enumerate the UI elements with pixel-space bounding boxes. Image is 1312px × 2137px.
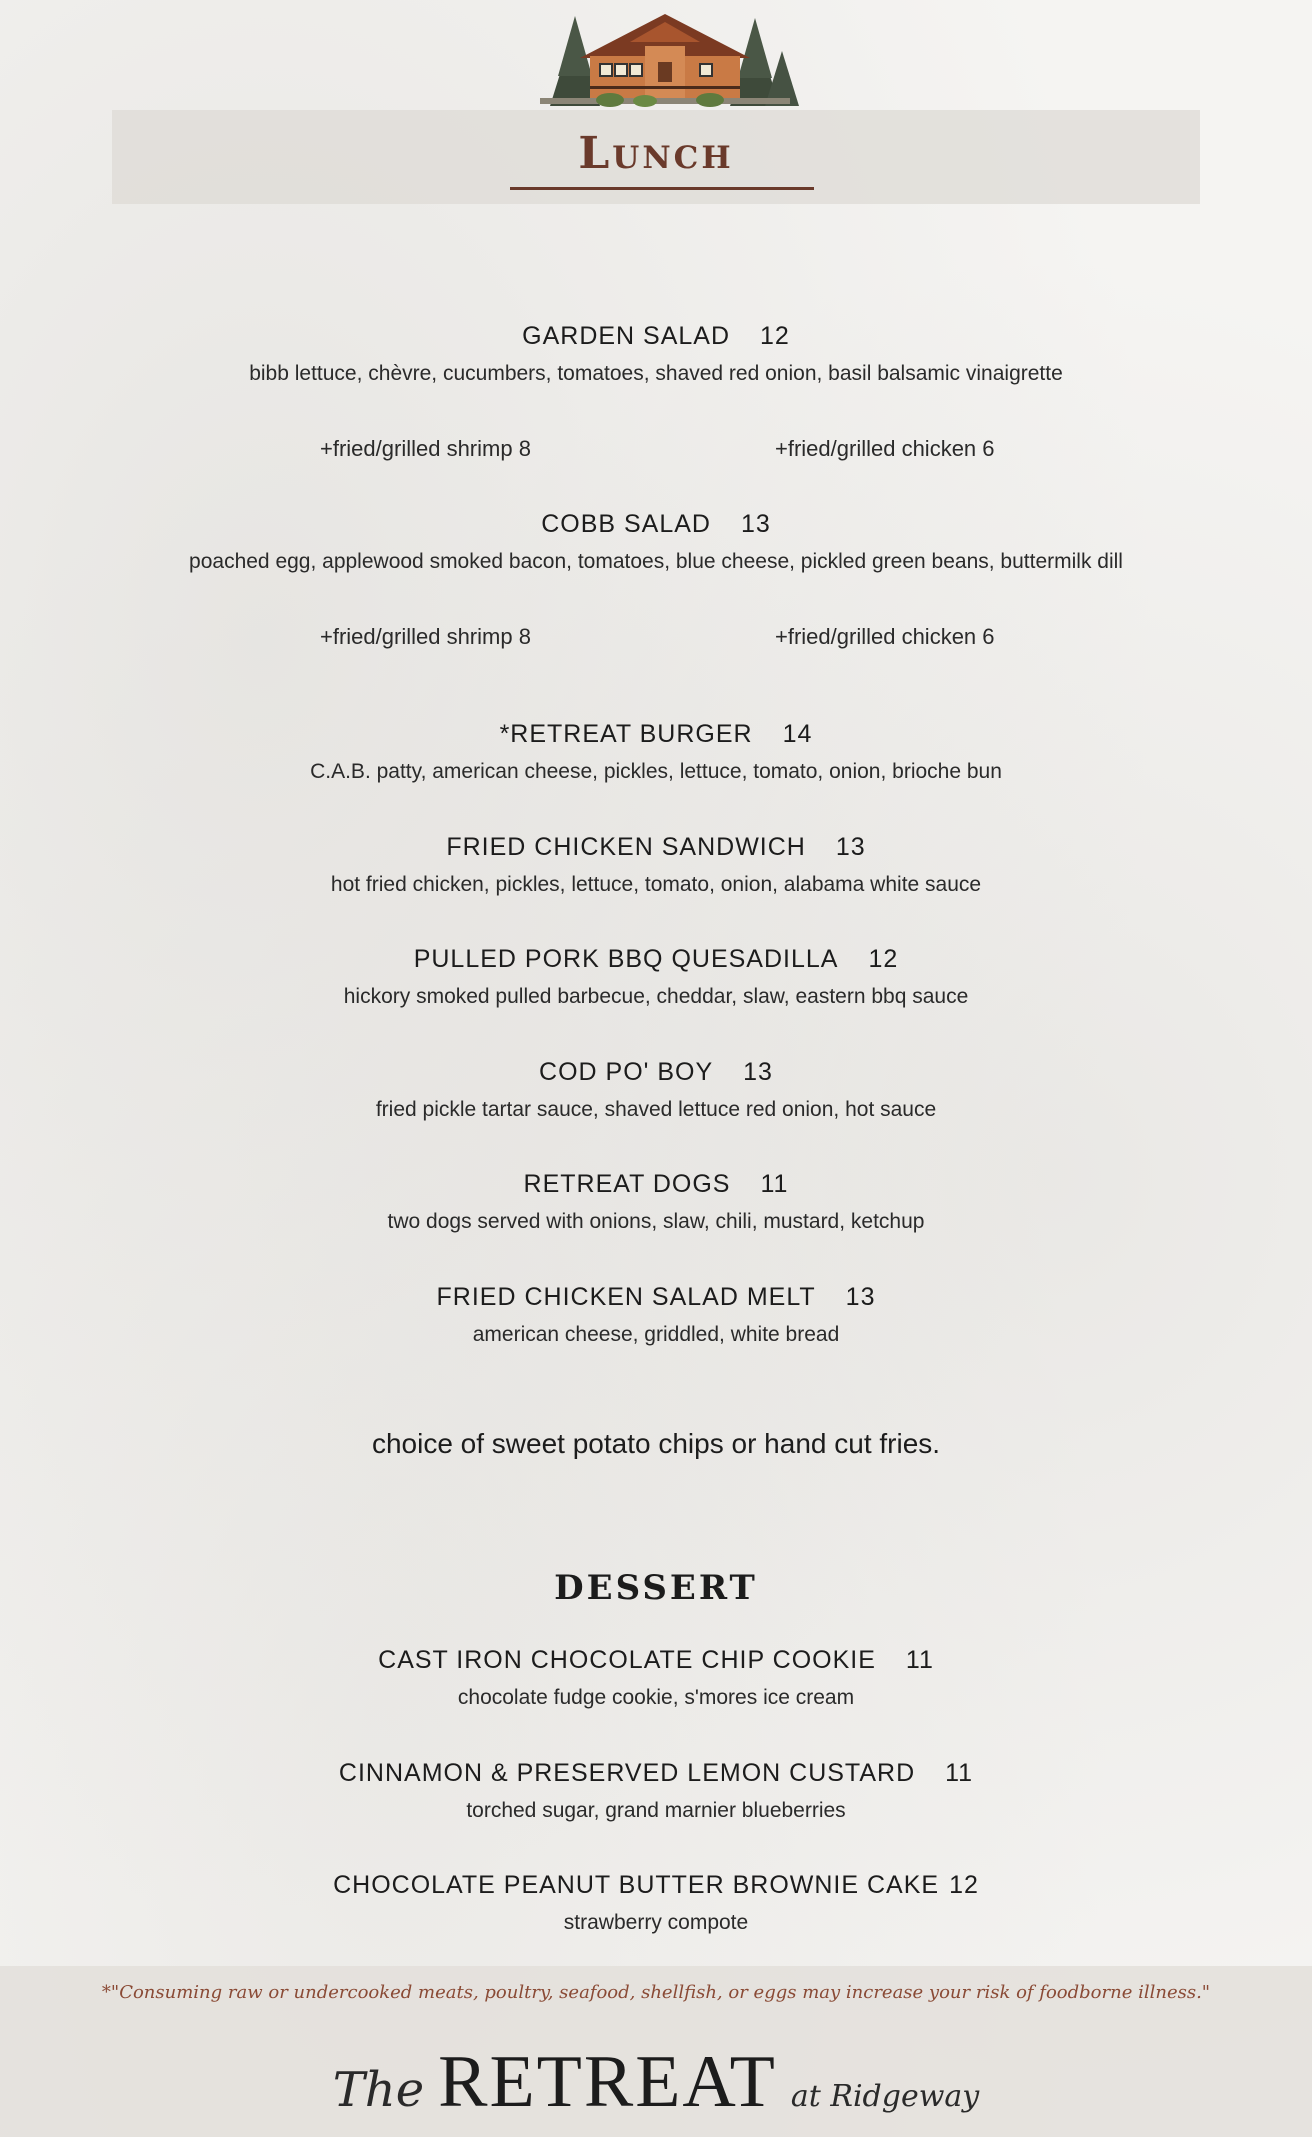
menu-item-description: bibb lettuce, chèvre, cucumbers, tomatoes, shaved red onion, basil balsamic vinaigrette	[249, 362, 1063, 385]
item-name-text: *RETREAT BURGER	[499, 720, 753, 748]
menu-item-name	[0, 1058, 1312, 1087]
item-name-text: GARDEN SALAD	[522, 322, 731, 350]
page-title: Lunch	[578, 128, 734, 179]
addon-chicken: +fried/grilled chicken 6	[775, 436, 995, 461]
item-price: 12	[868, 945, 899, 973]
menu-item-description: two dogs served with onions, slaw, chili, mustard, ketchup	[387, 1210, 925, 1233]
dessert-heading: DESSERT	[554, 1568, 758, 1608]
item-name-text: FRIED CHICKEN SALAD MELT	[436, 1283, 816, 1311]
item-name-text: CHOCOLATE PEANUT BUTTER BROWNIE CAKE	[333, 1871, 940, 1899]
menu-item-name	[0, 1283, 1312, 1312]
addon-shrimp: +fried/grilled shrimp 8	[320, 436, 531, 461]
menu-item-name	[0, 510, 1312, 539]
addon-shrimp: +fried/grilled shrimp 8	[320, 624, 531, 649]
item-price: 13	[845, 1283, 876, 1311]
item-name-text: FRIED CHICKEN SANDWICH	[446, 833, 806, 861]
dessert-item-description: strawberry compote	[563, 1911, 749, 1934]
menu-item-description: hickory smoked pulled barbecue, cheddar, slaw, eastern bbq sauce	[343, 985, 969, 1008]
brand-the: The	[332, 2062, 425, 2118]
brand-name: RETREAT	[438, 2041, 777, 2123]
dessert-item-description: torched sugar, grand marnier blueberries	[466, 1799, 846, 1822]
dessert-item-name	[0, 1759, 1312, 1788]
cabin-logo-icon	[520, 6, 810, 114]
item-name-text: CINNAMON & PRESERVED LEMON CUSTARD	[338, 1759, 916, 1787]
item-price: 13	[740, 510, 771, 538]
menu-item-description: fried pickle tartar sauce, shaved lettuce red onion, hot sauce	[375, 1098, 937, 1121]
addon-chicken: +fried/grilled chicken 6	[775, 624, 995, 649]
item-price: 11	[945, 1759, 974, 1787]
menu-item-description: american cheese, griddled, white bread	[472, 1323, 840, 1346]
item-price: 13	[835, 833, 866, 861]
item-name-text: COBB SALAD	[541, 510, 711, 538]
item-price: 11	[905, 1646, 934, 1674]
menu-item-name	[0, 322, 1312, 351]
item-price: 11	[760, 1170, 789, 1198]
menu-item-description: hot fried chicken, pickles, lettuce, tomato, onion, alabama white sauce	[330, 873, 982, 896]
menu-item-description: C.A.B. patty, american cheese, pickles, lettuce, tomato, onion, brioche bun	[310, 760, 1002, 783]
menu-item-name	[0, 720, 1312, 749]
title-underline	[510, 187, 814, 190]
dessert-item-name	[0, 1871, 1312, 1900]
menu-item-description: poached egg, applewood smoked bacon, tomatoes, blue cheese, pickled green beans, buttermilk dill	[189, 550, 1123, 573]
foodborne-illness-disclaimer: *"Consuming raw or undercooked meats, poultry, seafood, shellfish, or eggs may increase your risk of foodborne illness."	[101, 1982, 1211, 2003]
item-price: 12	[760, 322, 790, 350]
sides-note: choice of sweet potato chips or hand cut fries.	[371, 1428, 941, 1459]
menu-item-name	[0, 833, 1312, 862]
item-price: 14	[782, 720, 813, 748]
brand-location: at Ridgeway	[790, 2079, 980, 2114]
item-name-text: COD PO' BOY	[539, 1058, 714, 1086]
item-name-text: RETREAT DOGS	[523, 1170, 731, 1198]
menu-item-name	[0, 1170, 1312, 1199]
item-name-text: PULLED PORK BBQ QUESADILLA	[413, 945, 839, 973]
menu-item-name	[0, 945, 1312, 974]
item-name-text: CAST IRON CHOCOLATE CHIP COOKIE	[378, 1646, 876, 1674]
item-price: 13	[743, 1058, 773, 1086]
dessert-item-description: chocolate fudge cookie, s'mores ice cream	[457, 1686, 855, 1709]
brand-logo	[0, 2040, 1312, 2125]
item-price: 12	[949, 1871, 979, 1899]
dessert-item-name	[0, 1646, 1312, 1675]
